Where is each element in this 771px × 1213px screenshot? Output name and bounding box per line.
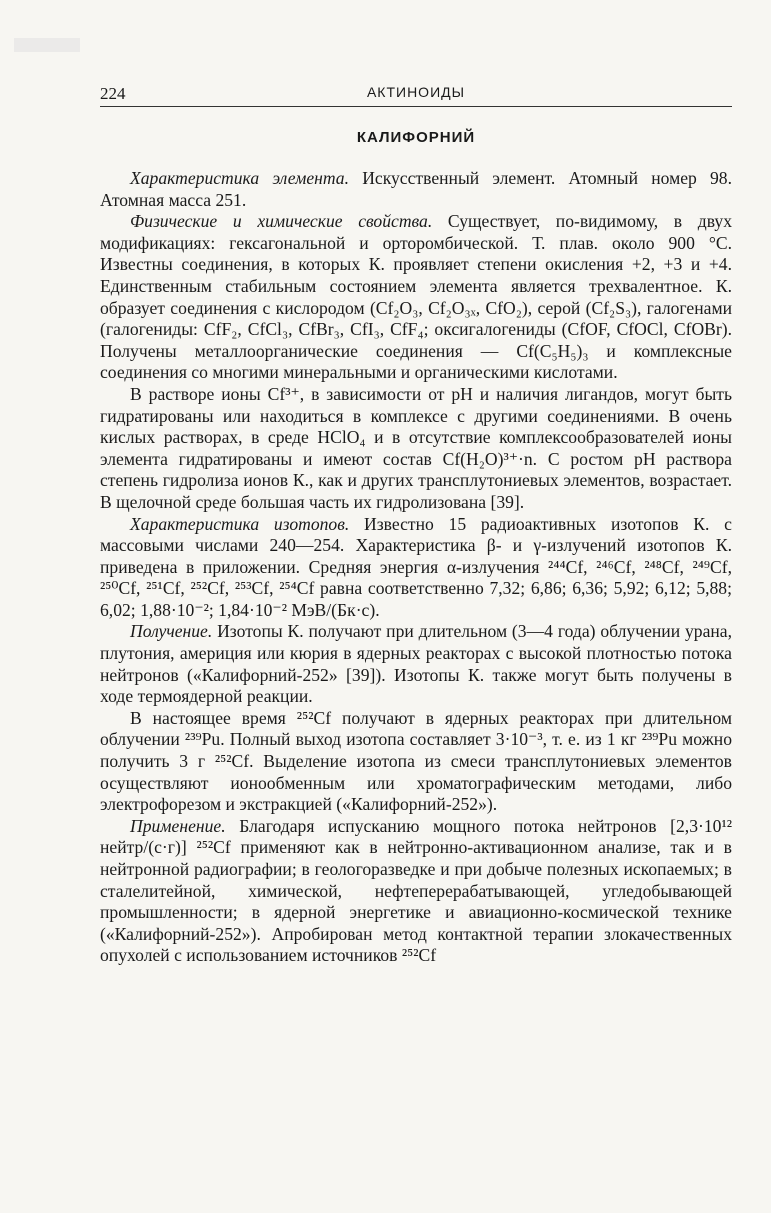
paragraph-text: В растворе ионы Cf³⁺, в зависимости от pH и наличия лигандов, могут быть гидратированы или находиться в комплексе с другими соединениями. В очень кислых растворах, в среде HClO₄ и в отсутствие комплексообразователей ионы элемента гидратированы и имеют состав Cf(H₂O)³⁺·n. С ростом pH раствора степень гидролиза ионов К., как и других трансплутониевых элементов, возрастает. В щелочной среде большая часть их гидролизована [39]. — [100, 383, 732, 512]
paragraph-isotopes — [100, 514, 732, 622]
paragraph-production-details — [100, 708, 732, 816]
page-header — [100, 80, 732, 107]
paragraph-properties — [100, 211, 732, 384]
section-title: КАЛИФОРНИЙ — [356, 129, 476, 146]
paragraph-lead: Характеристика элемента. — [130, 168, 350, 188]
page-number: 224 — [100, 84, 126, 103]
paragraph-text: Изотопы К. получают при длительном (3—4 года) облучении урана, плутония, америция или кюрия в ядерных реакторах с высокой плотностью потока нейтронов («Калифорний-252» [39]). Изотопы К. также могут быть получены в ходе термоядерной реакции. — [100, 621, 732, 707]
paragraph-lead: Физические и химические свойства. — [130, 211, 433, 232]
paragraph-lead: Характеристика изотопов. — [130, 513, 350, 534]
paragraph-solution — [100, 384, 732, 514]
paragraph-production — [100, 621, 732, 707]
page — [100, 80, 732, 967]
scan-artifact — [14, 38, 80, 52]
paragraph-text: Существует, по-видимому, в двух модификациях: гексагональной и орторомбической. Т. плав. около 900 °С. Известны соединения, в которых К. проявляет степени окисления +2, +3 и +4. Единственным стабильным состоянием элемента является трехвалентное. К. образует соединения с кислородом (Cf₂O₃, Cf₂O₃ₓ, CfO₂), серой (Cf₂S₃), галогенами (галогениды: CfF₂, CfCl₃, CfBr₃, CfI₃, CfF₄; оксигалогениды (CfOF, CfOCl, CfOBr). Получены металлоорганические соединения — Cf(C₅H₅)₃ и комплексные соединения со многими минеральными и органическими кислотами. — [100, 211, 732, 383]
running-title: АКТИНОИДЫ — [366, 84, 466, 100]
paragraph-text: Известно 15 радиоактивных изотопов К. с массовыми числами 240—254. Характеристика β- и γ-излучений изотопов К. приведена в приложении. Средняя энергия α-излучения ²⁴⁴Cf, ²⁴⁶Cf, ²⁴⁸Cf, ²⁴⁹Cf, ²⁵⁰Cf, ²⁵¹Cf, ²⁵²Cf, ²⁵³Cf, ²⁵⁴Cf равна соответственно 7,32; 6,86; 6,36; 5,92; 6,12; 5,88; 6,02; 1,88·10⁻²; 1,84·10⁻² МэВ/(Бк·с). — [100, 513, 732, 620]
paragraph-lead: Применение. — [130, 815, 226, 836]
paragraph-applications — [100, 816, 732, 967]
paragraph-text: В настоящее время ²⁵²Cf получают в ядерных реакторах при длительном облучении ²³⁹Pu. Полный выход изотопа составляет 3·10⁻³, т. е. из 1 кг ²³⁹Pu можно получить 3 г ²⁵²Cf. Выделение изотопа из смеси трансплутониевых элементов осуществляют ионообменным или хроматографическим методами, либо электрофорезом и экстракцией («Калифорний-252»). — [100, 707, 732, 815]
paragraph-text: Искусственный элемент. Атомный номер 98. Атомная масса 251. — [100, 168, 732, 210]
paragraph-lead: Получение. — [130, 621, 213, 642]
paragraph-element-characteristics — [100, 168, 732, 211]
paragraph-text: Благодаря испусканию мощного потока нейтронов [2,3·10¹² нейтр/(с·г)] ²⁵²Cf применяют как в нейтронно-активационном анализе, так и в нейтронной радиографии; в геологоразведке и при добыче полезных ископаемых; в сталелитейной, химической, нефтеперерабатывающей, угледобывающей промышленности; в ядерной энергетике и авиационно-космической технике («Калифорний-252»). Апробирован метод контактной терапии злокачественных опухолей с использованием источников ²⁵²Cf — [100, 815, 732, 966]
